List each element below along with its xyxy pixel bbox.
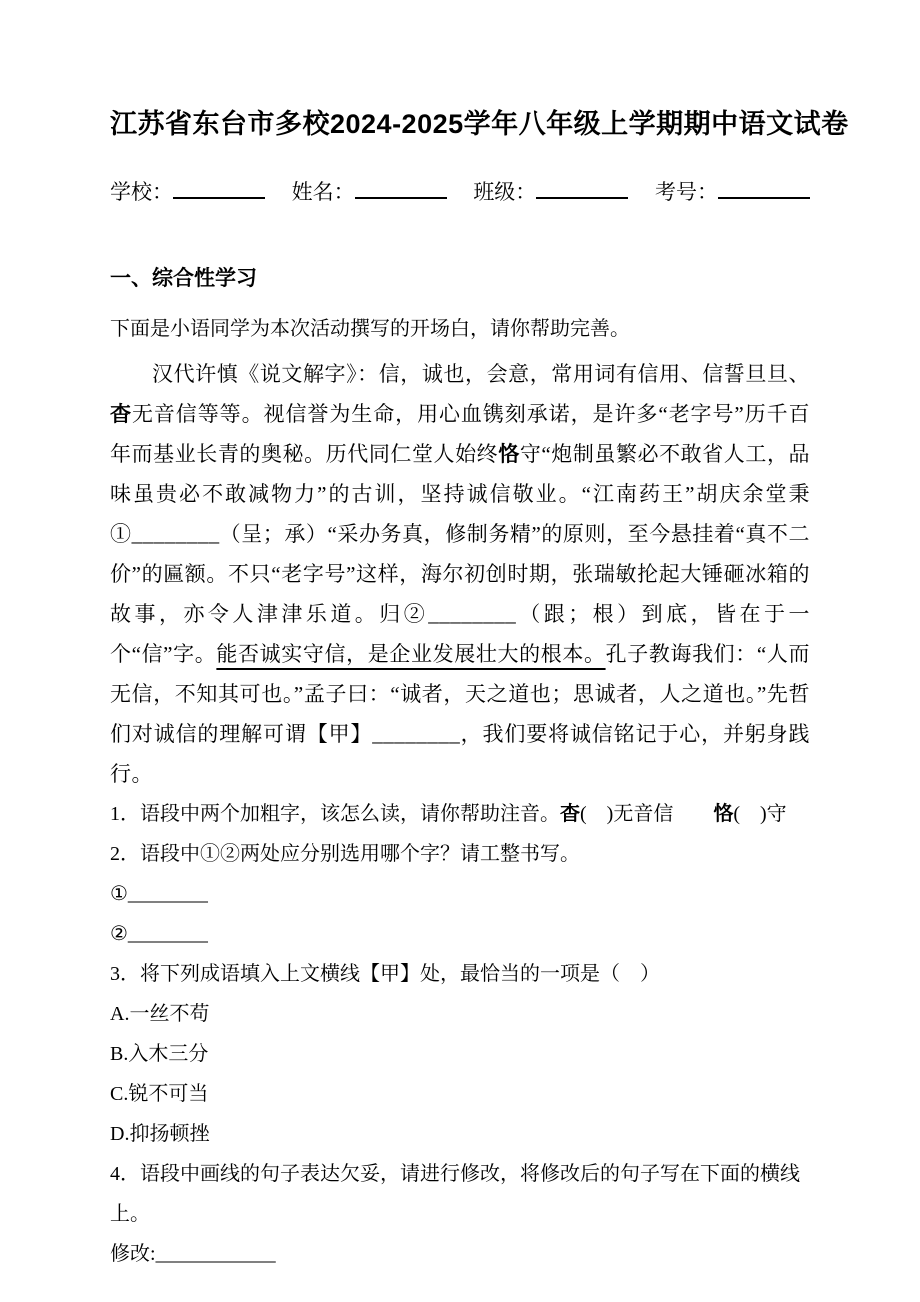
student-info-row	[110, 175, 810, 206]
option-d: D.抑扬顿挫	[110, 1123, 210, 1146]
passage	[110, 354, 810, 794]
bold-text: 恪	[498, 442, 520, 467]
text-segment: （跟；根）到底，皆在于一个“信”字。	[110, 602, 811, 667]
class-blank	[536, 175, 628, 199]
bold-text: 杳	[110, 402, 132, 427]
underlined-text: 能否诚实守信，是企业发展壮大的根本。	[216, 642, 606, 667]
question-1	[110, 794, 810, 834]
school-field	[110, 175, 265, 206]
text-segment: 守“炮制虽繁必不敢省人工，品味虽贵必不敢减物力”的古训，坚持诚信敬业。“江南药王”胡庆余堂秉①	[110, 442, 811, 547]
class-field	[473, 175, 628, 206]
section-intro: 下面是小语同学为本次活动撰写的开场白，请你帮助完善。	[110, 318, 630, 341]
text-segment: ________	[428, 602, 517, 627]
text-segment: 无音信等等。视信誉为生命，用心血镌刻承诺，是许多“老字号”历千百年而基业长青的奥秘。历代同仁堂人始终	[110, 402, 811, 467]
text-segment: ( )无音信	[580, 803, 714, 826]
fix-label: 修改:	[110, 1243, 156, 1266]
text-segment: 1．语段中两个加粗字，该怎么读，请你帮助注音。	[110, 803, 560, 826]
question-3-options	[110, 994, 810, 1154]
question-4-answer-line	[110, 1234, 810, 1274]
section-heading: 一、综合性学习	[110, 267, 257, 291]
page-title: 江苏省东台市多校2024-2025学年八年级上学期期中语文试卷	[110, 109, 849, 139]
option-a: A.一丝不苟	[110, 1003, 210, 1026]
questions-block	[110, 794, 810, 1274]
option-b: B.入木三分	[110, 1043, 209, 1066]
bold-text: 杳	[560, 803, 580, 826]
question-2-blank-2: ②________	[110, 923, 208, 946]
question-3: 3．将下列成语填入上文横线【甲】处，最恰当的一项是（ ）	[110, 963, 660, 986]
text-segment: ( )守	[733, 803, 787, 826]
question-2: 2．语段中①②两处应分别选用哪个字？请工整书写。	[110, 843, 580, 866]
text-segment: ________	[131, 522, 220, 547]
name-label: 姓名：	[291, 181, 355, 205]
name-blank	[355, 175, 447, 199]
school-blank	[173, 175, 265, 199]
exam-number-label: 考号：	[654, 181, 718, 205]
text-segment: 孔子教诲我们：“人而无信，不知其可也。”孟子曰：“诚者，天之道也；思诚者，人之道也。”先哲们对诚信的理解可谓【甲】	[110, 642, 810, 747]
exam-number-blank	[718, 175, 810, 199]
question-2-blank-1: ①________	[110, 883, 208, 906]
text-segment: ________	[372, 722, 461, 747]
exam-number-field	[655, 175, 810, 206]
question-4: 4．语段中画线的句子表达欠妥，请进行修改，将修改后的句子写在下面的横线上。	[110, 1163, 800, 1226]
fix-blank: ____________	[155, 1243, 276, 1266]
school-label: 学校：	[110, 181, 173, 205]
text-segment: ，我们要将诚信铭记于心，并躬身践行。	[110, 722, 811, 787]
class-label: 班级：	[473, 181, 537, 205]
option-c: C.锐不可当	[110, 1083, 209, 1106]
text-segment: （呈；承）“采办务真，修制务精”的原则，至今悬挂着“真不二价”的匾额。不只“老字号”这样，海尔初创时期，张瑞敏抡起大锤砸冰箱的故事，亦令人津津乐道。归②	[110, 522, 811, 627]
name-field	[292, 175, 447, 206]
text-segment: 汉代许慎《说文解字》：信，诚也，会意，常用词有信用、信誓旦旦、	[152, 362, 810, 387]
bold-text: 恪	[713, 803, 734, 826]
